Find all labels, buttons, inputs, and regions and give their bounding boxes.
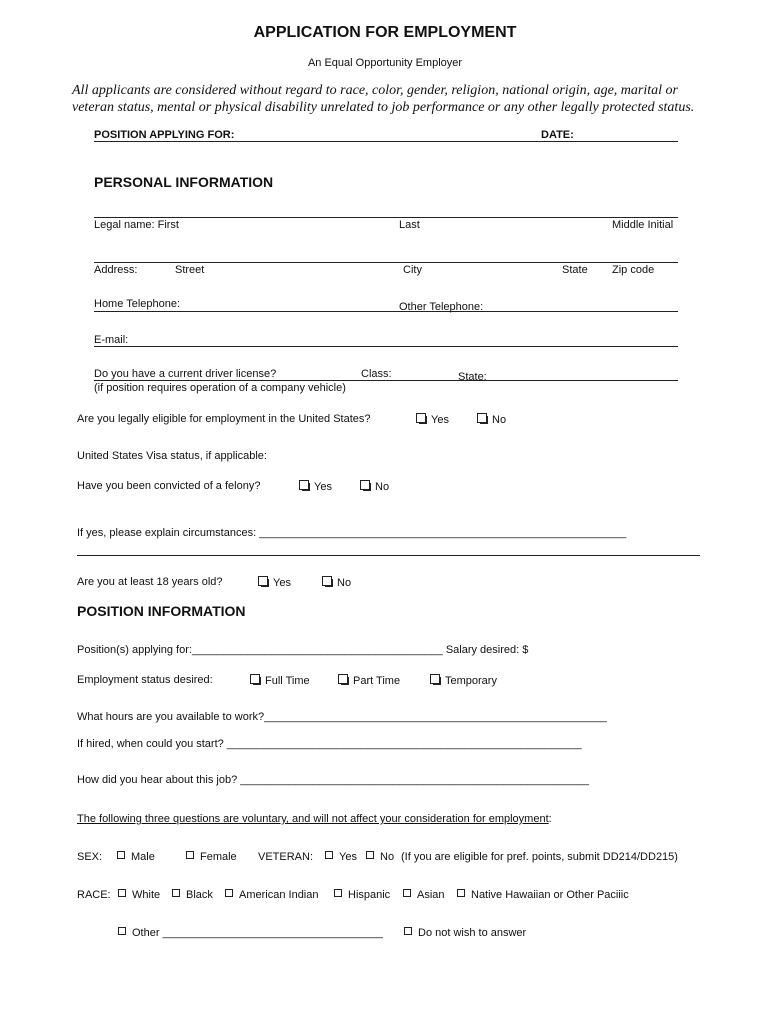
position-info-heading: POSITION INFORMATION bbox=[77, 603, 246, 619]
option-label: Temporary bbox=[445, 675, 497, 687]
option-label: Yes bbox=[314, 481, 332, 493]
voluntary-intro bbox=[77, 813, 552, 825]
checkbox-icon bbox=[118, 927, 126, 935]
sex-male-option[interactable] bbox=[117, 851, 155, 863]
email-label: E-mail: bbox=[94, 334, 129, 346]
option-label: Other bbox=[132, 927, 160, 939]
option-label: Yes bbox=[431, 414, 449, 426]
veteran-no-option[interactable] bbox=[366, 851, 394, 863]
race-label: RACE: bbox=[77, 889, 111, 901]
part-time-option[interactable] bbox=[338, 674, 400, 687]
felony-question: Have you been convicted of a felony? bbox=[77, 480, 261, 492]
race-other-field[interactable]: ____________________________________ bbox=[162, 927, 383, 939]
checkbox-icon bbox=[334, 889, 342, 897]
option-label: Native Hawaiian or Other Paciiic bbox=[471, 889, 629, 901]
checkbox-icon bbox=[457, 889, 465, 897]
race-hawaiian-option[interactable] bbox=[457, 889, 629, 901]
checkbox-icon bbox=[299, 480, 309, 490]
race-american-indian-option[interactable] bbox=[225, 889, 319, 901]
form-title: APPLICATION FOR EMPLOYMENT bbox=[253, 24, 517, 41]
eligible-yes-option[interactable] bbox=[416, 413, 449, 426]
option-label: Yes bbox=[339, 851, 357, 863]
date-label: DATE: bbox=[541, 129, 574, 141]
zip-label: Zip code bbox=[612, 264, 655, 276]
option-label: No bbox=[380, 851, 395, 863]
explain-field[interactable]: If yes, please explain circumstances: ____________________________________________________________ bbox=[77, 527, 627, 539]
checkbox-icon bbox=[338, 674, 348, 684]
eeo-disclaimer bbox=[72, 82, 694, 116]
email-field[interactable] bbox=[94, 346, 678, 347]
referral-source-field[interactable]: How did you hear about this job? _________________________________________________________ bbox=[77, 774, 589, 786]
employment-status-label: Employment status desired: bbox=[77, 674, 213, 686]
option-label: Hispanic bbox=[348, 889, 391, 901]
state-label: State bbox=[562, 264, 588, 276]
option-label: Asian bbox=[417, 889, 445, 901]
position-applying-label: POSITION APPLYING FOR: bbox=[94, 129, 235, 141]
address-label: Address: bbox=[94, 264, 138, 276]
race-other-option[interactable] bbox=[118, 927, 383, 939]
license-question: Do you have a current driver license? bbox=[94, 368, 277, 380]
legal-first-label: Legal name: First bbox=[94, 219, 179, 231]
checkbox-icon bbox=[225, 889, 233, 897]
option-label: White bbox=[132, 889, 161, 901]
voluntary-intro-colon: : bbox=[548, 813, 552, 825]
option-label: No bbox=[375, 481, 390, 493]
legal-middle-label: Middle Initial bbox=[612, 219, 674, 231]
felony-no-option[interactable] bbox=[360, 480, 389, 493]
age-question: Are you at least 18 years old? bbox=[77, 576, 223, 588]
veteran-note: (If you are eligible for pref. points, submit DD214/DD215) bbox=[401, 851, 678, 863]
section-divider bbox=[77, 555, 700, 556]
disclaimer-line-2: veteran status, mental or physical disability unrelated to job performance or any other legally protected status. bbox=[72, 100, 695, 115]
full-time-option[interactable] bbox=[250, 674, 310, 687]
position-applying-field[interactable] bbox=[94, 141, 678, 142]
race-white-option[interactable] bbox=[118, 889, 160, 901]
checkbox-icon bbox=[325, 851, 333, 859]
checkbox-icon bbox=[416, 413, 426, 423]
checkbox-icon bbox=[118, 889, 126, 897]
option-label: No bbox=[337, 577, 352, 589]
hours-field[interactable]: What hours are you available to work?________________________________________________________ bbox=[77, 711, 607, 723]
checkbox-icon bbox=[186, 851, 194, 859]
veteran-label: VETERAN: bbox=[258, 851, 314, 863]
checkbox-icon bbox=[117, 851, 125, 859]
option-label: Yes bbox=[273, 577, 291, 589]
checkbox-icon bbox=[322, 576, 332, 586]
license-field[interactable] bbox=[94, 380, 678, 381]
option-label: Part Time bbox=[353, 675, 401, 687]
checkbox-icon bbox=[403, 889, 411, 897]
disclaimer-line-1: All applicants are considered without regard to race, color, gender, religion, national origin, age, marital or bbox=[72, 83, 678, 98]
temporary-option[interactable] bbox=[430, 674, 497, 687]
start-date-field[interactable]: If hired, when could you start? __________________________________________________________ bbox=[77, 738, 582, 750]
eligible-no-option[interactable] bbox=[477, 413, 506, 426]
visa-label: United States Visa status, if applicable: bbox=[77, 450, 267, 462]
felony-yes-option[interactable] bbox=[299, 480, 332, 493]
positions-applying-field[interactable]: Position(s) applying for:_________________________________________ Salary desired: $ bbox=[77, 644, 529, 656]
checkbox-icon bbox=[172, 889, 180, 897]
address-field[interactable] bbox=[94, 262, 678, 263]
voluntary-intro-text: The following three questions are voluntary, and will not affect your consideration for employment bbox=[77, 813, 549, 825]
option-label: Male bbox=[131, 851, 155, 863]
checkbox-icon bbox=[360, 480, 370, 490]
option-label: American Indian bbox=[239, 889, 319, 901]
age-no-option[interactable] bbox=[322, 576, 351, 589]
legal-last-label: Last bbox=[399, 219, 420, 231]
street-label: Street bbox=[175, 264, 205, 276]
option-label: Black bbox=[186, 889, 213, 901]
checkbox-icon bbox=[404, 927, 412, 935]
age-yes-option[interactable] bbox=[258, 576, 291, 589]
sex-label: SEX: bbox=[77, 851, 103, 863]
option-label: No bbox=[492, 414, 507, 426]
other-phone-label: Other Telephone: bbox=[399, 301, 484, 313]
checkbox-icon bbox=[366, 851, 374, 859]
eligible-question: Are you legally eligible for employment in the United States? bbox=[77, 413, 371, 425]
personal-info-heading: PERSONAL INFORMATION bbox=[94, 174, 274, 190]
sex-female-option[interactable] bbox=[186, 851, 237, 863]
option-label: Female bbox=[200, 851, 237, 863]
checkbox-icon bbox=[250, 674, 260, 684]
checkbox-icon bbox=[430, 674, 440, 684]
checkbox-icon bbox=[258, 576, 268, 586]
race-hispanic-option[interactable] bbox=[334, 889, 390, 901]
option-label: Do not wish to answer bbox=[418, 927, 527, 939]
race-asian-option[interactable] bbox=[403, 889, 445, 901]
decline-option[interactable] bbox=[404, 927, 526, 939]
legal-name-field[interactable] bbox=[94, 217, 678, 218]
license-state-label: State: bbox=[458, 371, 487, 383]
phone-field[interactable] bbox=[94, 311, 678, 312]
option-label: Full Time bbox=[265, 675, 310, 687]
license-note: (if position requires operation of a company vehicle) bbox=[94, 382, 346, 394]
city-label: City bbox=[403, 264, 422, 276]
license-class-label: Class: bbox=[361, 368, 392, 380]
home-phone-label: Home Telephone: bbox=[94, 298, 181, 310]
checkbox-icon bbox=[477, 413, 487, 423]
veteran-yes-option[interactable] bbox=[325, 851, 357, 863]
race-black-option[interactable] bbox=[172, 889, 213, 901]
form-subtitle: An Equal Opportunity Employer bbox=[307, 57, 463, 69]
